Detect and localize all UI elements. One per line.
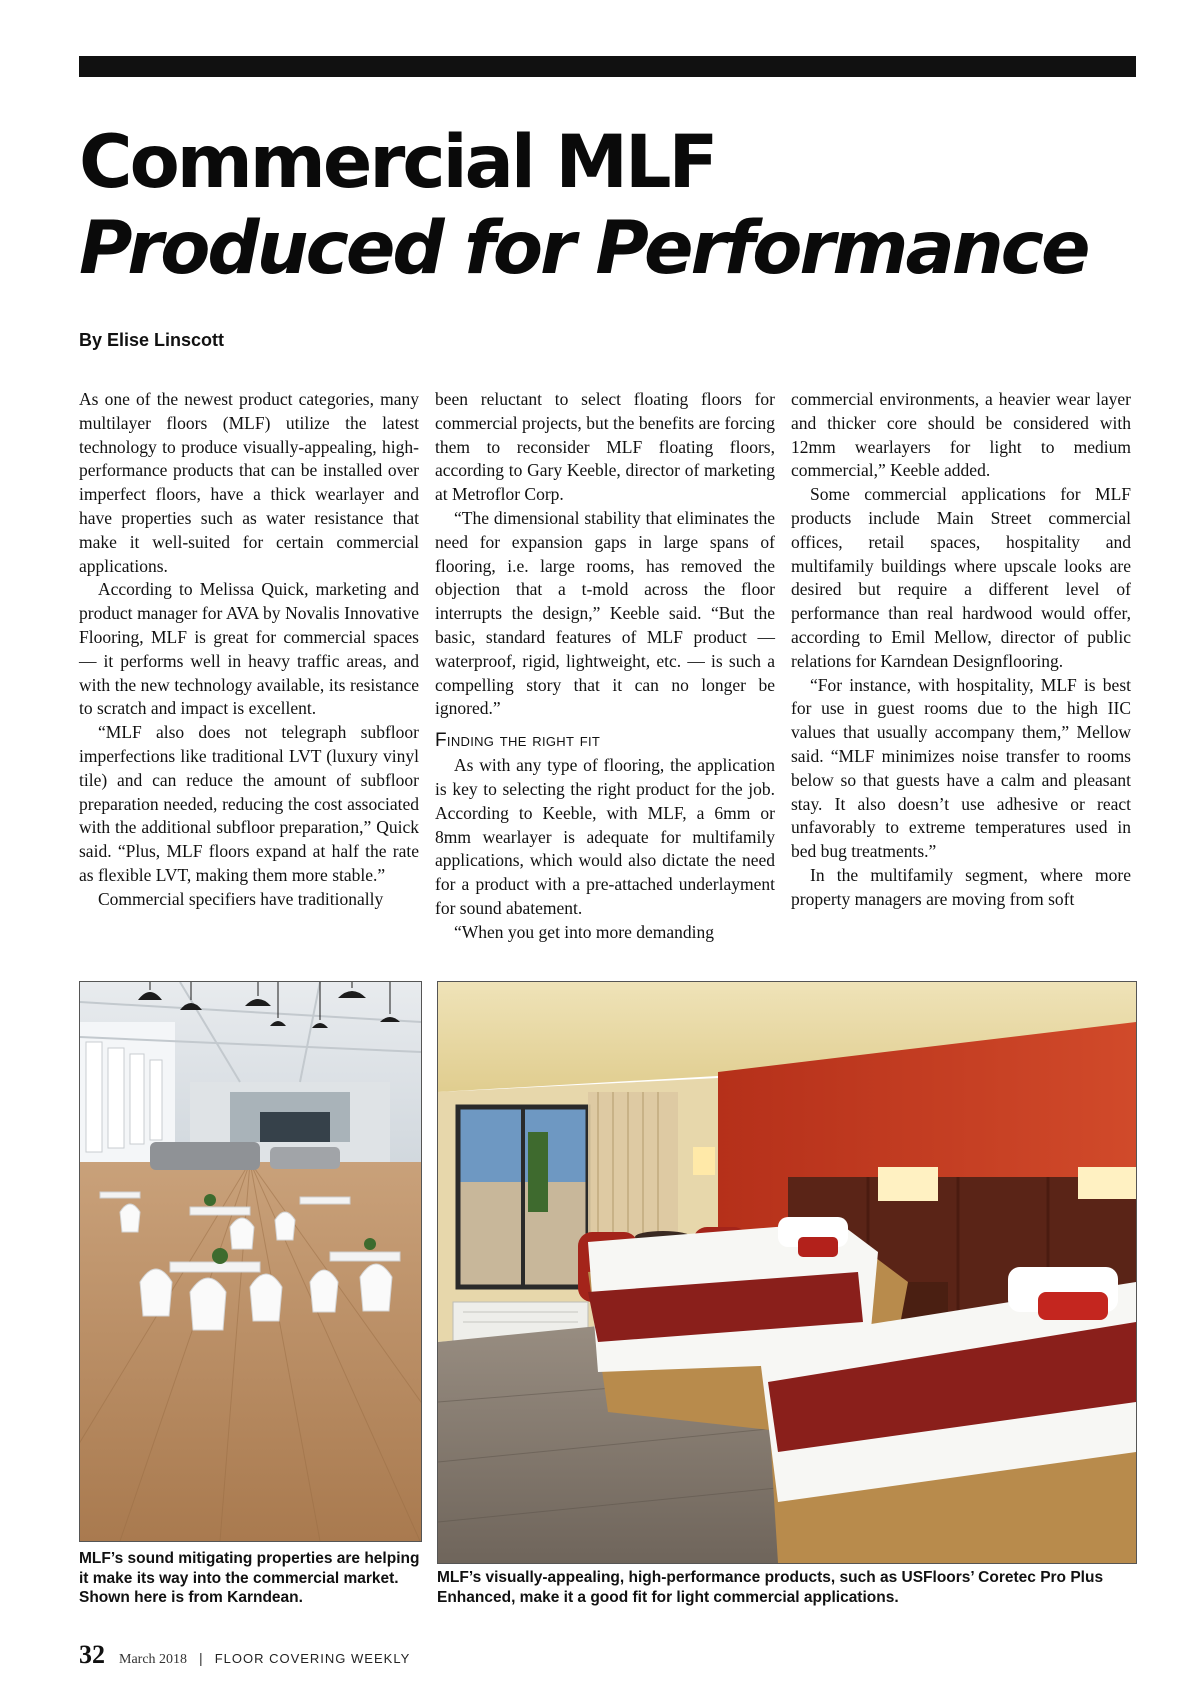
paragraph: been reluctant to select floating floors for commercial projects, but the benefits are forcing them to reconsider MLF floating floors, according to Gary Keeble, director of marketing at Metroflor Corp. <box>435 389 775 505</box>
paragraph: As with any type of flooring, the application is key to selecting the right product for the job. According to Keeble, with MLF, a 6mm or 8mm wearlayer is adequate for multifamily applications, which would also dictate the need for a product with a pre-attached underlayment for sound abatement. <box>435 755 775 918</box>
magazine-name: FLOOR COVERING WEEKLY <box>214 1651 411 1666</box>
page-footer <box>79 1640 410 1670</box>
subheading: Finding the right fit <box>435 730 601 752</box>
article-title <box>79 120 1139 292</box>
footer-separator: | <box>199 1650 203 1666</box>
title-line-1: Commercial MLF <box>79 120 716 205</box>
column-2 <box>435 388 775 945</box>
page-number: 32 <box>79 1640 105 1669</box>
paragraph: According to Melissa Quick, marketing and product manager for AVA by Novalis Innovative Flooring, MLF is great for commercial spaces — it performs well in heavy traffic areas, and with the new technology available, its resistance to scratch and impact is excellent. <box>79 579 419 719</box>
title-line-2: Produced for Performance <box>79 206 1088 291</box>
byline: By Elise Linscott <box>79 330 225 350</box>
paragraph: Some commercial applications for MLF products include Main Street commercial offices, retail spaces, hospitality and multifamily buildings where upscale looks are desired but require a different level of performance than real hardwood would offer, according to Emil Mellow, director of public relations for Karndean Designflooring. <box>791 484 1131 671</box>
photo-commercial-space <box>79 981 422 1542</box>
column-1 <box>79 388 419 912</box>
paragraph: commercial environments, a heavier wear layer and thicker core should be considered with 12mm wearlayers for light to medium commercial,” Keeble added. <box>791 389 1131 481</box>
paragraph: In the multifamily segment, where more property managers are moving from soft <box>791 864 1131 909</box>
paragraph: “The dimensional stability that eliminates the need for expansion gaps in large spans of flooring, i.e. large rooms, has removed the objection that a t-mold across the floor interrupts the design,” Keeble said. “But the basic, standard features of MLF product — waterproof, rigid, lightweight, etc. — is such a compelling story that it can no longer be ignored.” <box>435 507 775 719</box>
paragraph: Commercial specifiers have traditionally <box>98 888 384 909</box>
top-rule <box>79 56 1136 77</box>
photo-hotel-room <box>437 981 1137 1564</box>
paragraph: “For instance, with hospitality, MLF is best for use in guest rooms due to the high IIC values that usually accompany them,” Mellow said. “MLF minimizes noise transfer to rooms below so that guests have a calm and pleasant stay. It also doesn’t use adhesive or react unfavorably to extreme temperatures used in bed bug treatments.” <box>791 674 1131 862</box>
column-3 <box>791 388 1131 912</box>
issue-date: March 2018 <box>119 1652 188 1667</box>
paragraph: “When you get into more demanding <box>454 921 714 942</box>
paragraph: As one of the newest product categories, many multilayer floors (MLF) utilize the latest technology to produce visually-appealing, high-performance products that can be installed over imperfect floors, have a thick wearlayer and have properties such as water resistance that make it well-suited for certain commercial applications. <box>79 389 419 576</box>
paragraph: “MLF also does not telegraph subfloor imperfections like traditional LVT (luxury vinyl tile) and can reduce the amount of subfloor preparation needed, reducing the cost associated with the additional subfloor preparation,” Quick said. “Plus, MLF floors expand at half the rate as flexible LVT, making them more stable.” <box>79 722 419 885</box>
photo-caption-2: MLF’s visually-appealing, high-performance products, such as USFloors’ Coretec Pro Plus Enhanced, make it a good fit for light commercial applications. <box>437 1569 1104 1606</box>
photo-caption-1: MLF’s sound mitigating properties are helping it make its way into the commercial market. Shown here is from Karndean. <box>79 1550 420 1606</box>
